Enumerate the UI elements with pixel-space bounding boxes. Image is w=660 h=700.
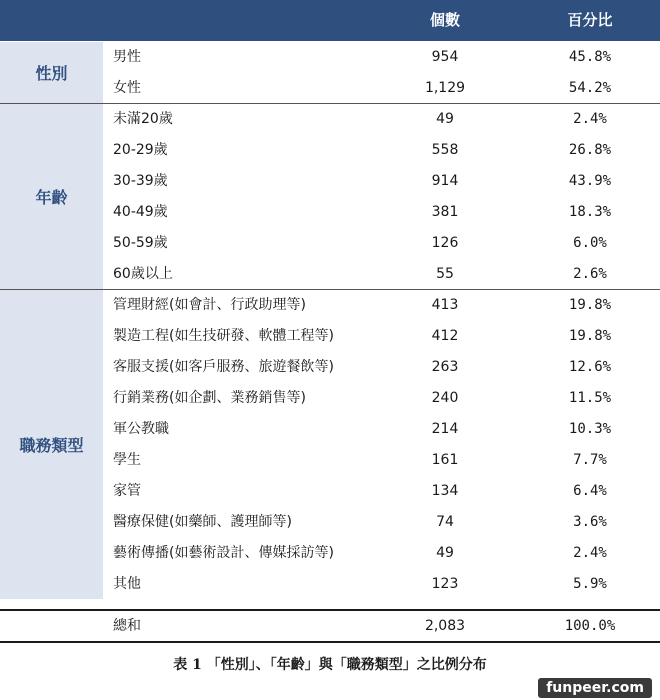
row-label: 藝術傳播(如藝術設計、傳媒採訪等)	[113, 545, 334, 561]
row-percentage: 2.6%	[573, 266, 607, 282]
table-row	[103, 228, 660, 259]
row-percentage: 2.4%	[573, 111, 607, 127]
table-row	[103, 569, 660, 600]
table-row	[103, 104, 660, 135]
row-label: 60歲以上	[113, 266, 173, 282]
row-label: 20-29歲	[113, 142, 168, 158]
table-row	[103, 476, 660, 507]
row-percentage: 19.8%	[568, 328, 612, 344]
row-count: 954	[431, 49, 459, 65]
group-label: 年齡	[0, 104, 103, 289]
table-row	[103, 383, 660, 414]
total-label: 總和	[113, 618, 141, 634]
row-percentage: 12.6%	[568, 359, 612, 375]
row-count: 49	[436, 545, 454, 561]
table-bottom-rule	[0, 641, 660, 643]
row-count: 381	[431, 204, 459, 220]
row-percentage: 19.8%	[568, 297, 612, 313]
table-row	[103, 538, 660, 569]
total-row	[0, 611, 660, 642]
table-caption: 表 1 「性別」、「年齡」與「職務類型」之比例分布	[173, 657, 487, 673]
row-percentage: 2.4%	[573, 545, 607, 561]
row-count: 1,129	[424, 80, 466, 96]
row-count: 49	[436, 111, 454, 127]
table-row	[103, 135, 660, 166]
row-count: 558	[431, 142, 459, 158]
table-row	[103, 352, 660, 383]
row-label: 男性	[113, 49, 141, 65]
row-count: 123	[431, 576, 459, 592]
table-row	[103, 259, 660, 290]
table-row	[103, 507, 660, 538]
table-row	[103, 197, 660, 228]
table-row	[103, 42, 660, 73]
row-count: 413	[431, 297, 459, 313]
row-percentage: 45.8%	[568, 49, 612, 65]
row-label: 製造工程(如生技研發、軟體工程等)	[113, 328, 334, 344]
row-label: 學生	[113, 452, 141, 468]
row-label: 醫療保健(如藥師、護理師等)	[113, 514, 292, 530]
row-label: 女性	[113, 80, 141, 96]
header-count: 個數	[429, 11, 460, 29]
row-percentage: 43.9%	[568, 173, 612, 189]
row-count: 74	[436, 514, 454, 530]
row-count: 412	[431, 328, 459, 344]
row-label: 軍公教職	[113, 421, 169, 437]
table-row	[103, 414, 660, 445]
row-count: 214	[431, 421, 459, 437]
row-label: 50-59歲	[113, 235, 168, 251]
total-percentage: 100.0%	[564, 618, 616, 634]
row-label: 客服支援(如客戶服務、旅遊餐飲等)	[113, 359, 334, 375]
row-count: 55	[436, 266, 454, 282]
row-count: 240	[431, 390, 459, 406]
row-percentage: 7.7%	[573, 452, 607, 468]
table-row	[103, 290, 660, 321]
row-count: 161	[431, 452, 459, 468]
row-label: 30-39歲	[113, 173, 168, 189]
row-count: 134	[431, 483, 459, 499]
row-label: 家管	[113, 483, 141, 499]
group-label: 性別	[0, 42, 103, 103]
row-count: 914	[431, 173, 459, 189]
row-percentage: 26.8%	[568, 142, 612, 158]
table-row	[103, 166, 660, 197]
row-percentage: 54.2%	[568, 80, 612, 96]
row-percentage: 11.5%	[568, 390, 612, 406]
row-label: 未滿20歲	[113, 111, 173, 127]
row-label: 40-49歲	[113, 204, 168, 220]
row-percentage: 5.9%	[573, 576, 607, 592]
table-row	[103, 73, 660, 104]
row-percentage: 10.3%	[568, 421, 612, 437]
row-percentage: 6.4%	[573, 483, 607, 499]
total-count: 2,083	[424, 618, 466, 634]
watermark-logo: funpeer.com	[538, 678, 652, 698]
row-count: 126	[431, 235, 459, 251]
header-percentage: 百分比	[567, 11, 613, 29]
table-header	[0, 0, 660, 41]
row-count: 263	[431, 359, 459, 375]
row-percentage: 3.6%	[573, 514, 607, 530]
row-percentage: 6.0%	[573, 235, 607, 251]
table-row	[103, 445, 660, 476]
group-label: 職務類型	[0, 290, 103, 599]
row-label: 行銷業務(如企劃、業務銷售等)	[113, 390, 306, 406]
row-percentage: 18.3%	[568, 204, 612, 220]
table-row	[103, 321, 660, 352]
row-label: 管理財經(如會計、行政助理等)	[113, 297, 306, 313]
row-label: 其他	[113, 576, 141, 592]
